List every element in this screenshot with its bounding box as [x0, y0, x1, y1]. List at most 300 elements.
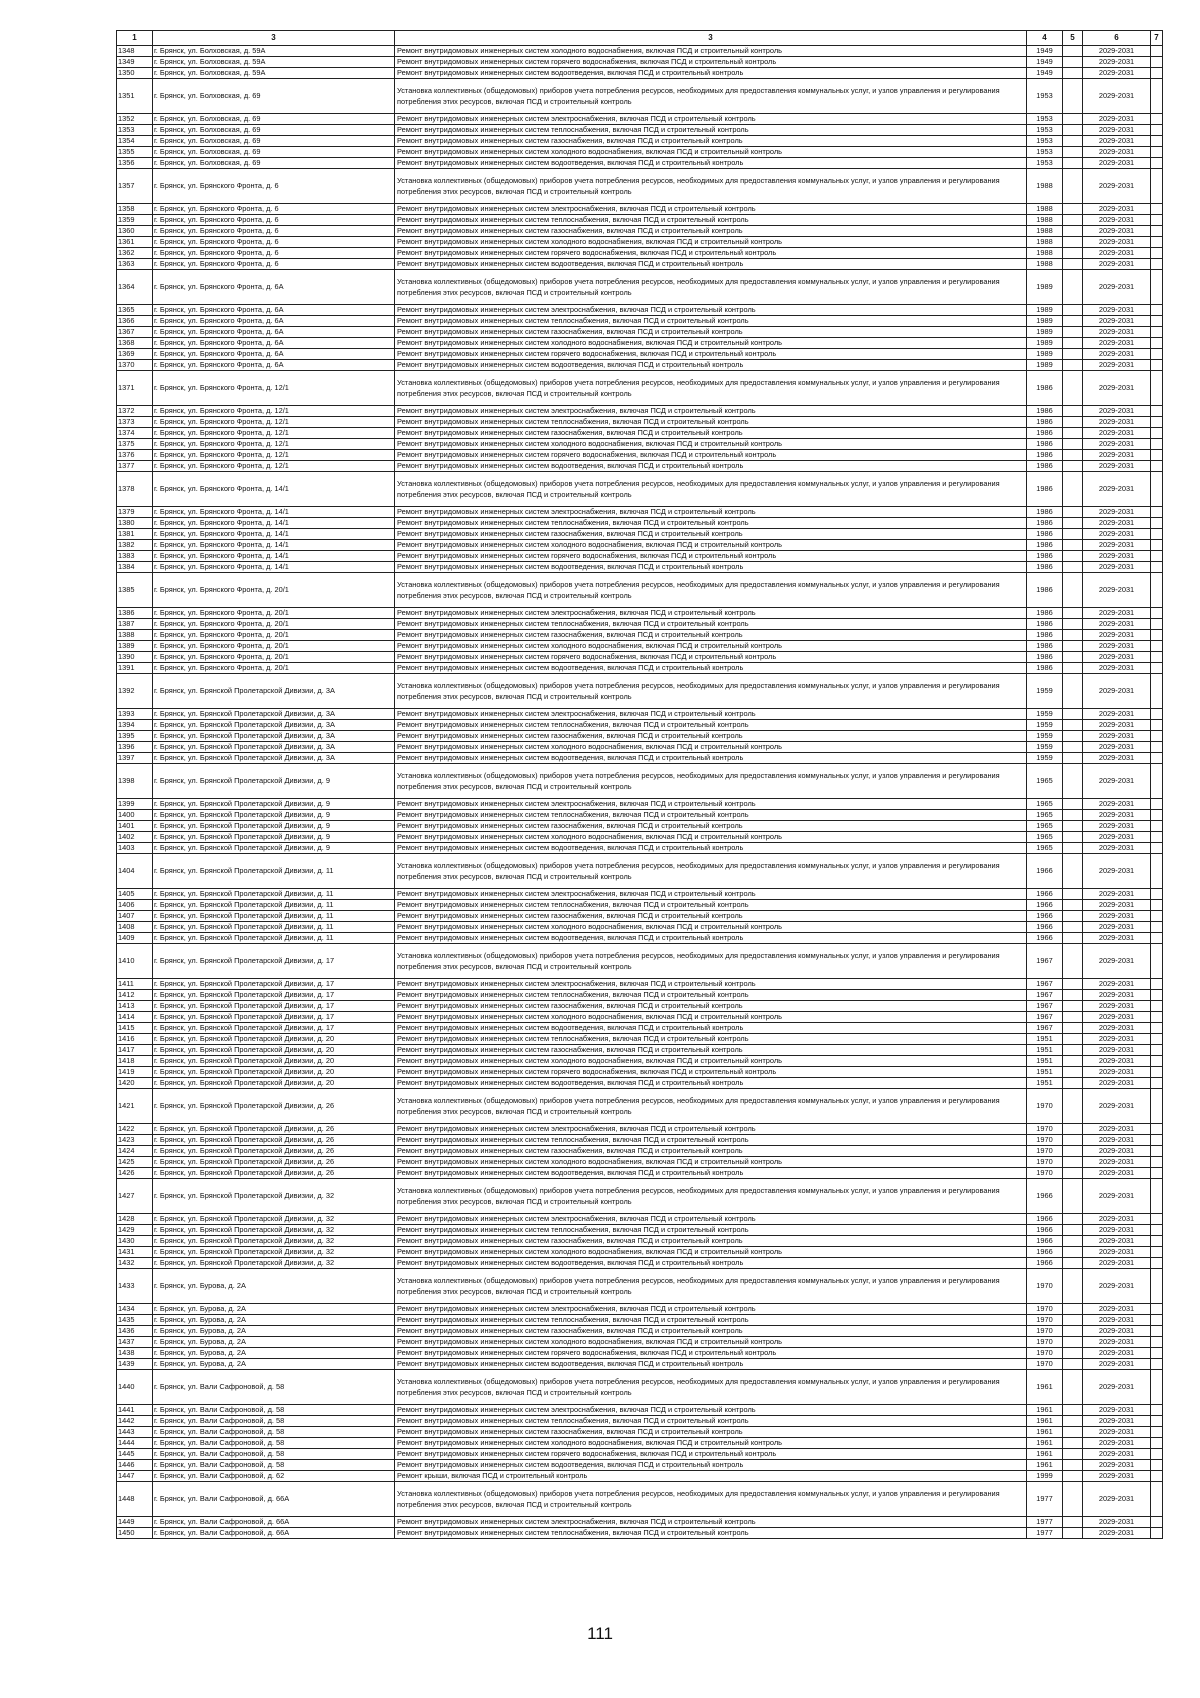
col7-cell	[1151, 990, 1163, 1001]
work-type-cell: Ремонт внутридомовых инженерных систем водоотведения, включая ПСД и строительный контроль	[395, 843, 1027, 854]
row-number: 1379	[117, 507, 153, 518]
col7-cell	[1151, 630, 1163, 641]
work-type-cell: Ремонт внутридомовых инженерных систем газоснабжения, включая ПСД и строительный контроль	[395, 1326, 1027, 1337]
work-type-cell: Ремонт внутридомовых инженерных систем газоснабжения, включая ПСД и строительный контроль	[395, 731, 1027, 742]
year-cell: 1988	[1027, 204, 1063, 215]
row-number: 1359	[117, 215, 153, 226]
row-number: 1374	[117, 428, 153, 439]
year-cell: 1949	[1027, 57, 1063, 68]
year-cell: 1988	[1027, 259, 1063, 270]
table-row	[117, 215, 1163, 226]
col5-cell	[1063, 259, 1083, 270]
year-cell: 1966	[1027, 922, 1063, 933]
work-type-cell: Ремонт внутридомовых инженерных систем газоснабжения, включая ПСД и строительный контроль	[395, 136, 1027, 147]
period-cell: 2029-2031	[1083, 226, 1151, 237]
col5-cell	[1063, 709, 1083, 720]
col7-cell	[1151, 349, 1163, 360]
col5-cell	[1063, 1089, 1083, 1124]
col5-cell	[1063, 900, 1083, 911]
year-cell: 1970	[1027, 1124, 1063, 1135]
row-number: 1377	[117, 461, 153, 472]
col5-cell	[1063, 1179, 1083, 1214]
period-cell: 2029-2031	[1083, 237, 1151, 248]
work-type-cell: Ремонт внутридомовых инженерных систем водоотведения, включая ПСД и строительный контроль	[395, 1168, 1027, 1179]
year-cell: 1986	[1027, 417, 1063, 428]
work-type-cell: Ремонт внутридомовых инженерных систем холодного водоснабжения, включая ПСД и строительный контроль	[395, 540, 1027, 551]
row-number: 1352	[117, 114, 153, 125]
row-number: 1416	[117, 1034, 153, 1045]
row-number: 1387	[117, 619, 153, 630]
period-cell: 2029-2031	[1083, 1056, 1151, 1067]
col7-cell	[1151, 1247, 1163, 1258]
col5-cell	[1063, 720, 1083, 731]
period-cell: 2029-2031	[1083, 1315, 1151, 1326]
period-cell: 2029-2031	[1083, 1225, 1151, 1236]
work-type-cell: Ремонт внутридомовых инженерных систем водоотведения, включая ПСД и строительный контроль	[395, 360, 1027, 371]
year-cell: 1961	[1027, 1427, 1063, 1438]
year-cell: 1989	[1027, 349, 1063, 360]
year-cell: 1986	[1027, 439, 1063, 450]
period-cell: 2029-2031	[1083, 944, 1151, 979]
period-cell: 2029-2031	[1083, 1236, 1151, 1247]
col7-cell	[1151, 1326, 1163, 1337]
col7-cell	[1151, 1135, 1163, 1146]
work-type-cell: Ремонт внутридомовых инженерных систем водоотведения, включая ПСД и строительный контроль	[395, 1078, 1027, 1089]
period-cell: 2029-2031	[1083, 215, 1151, 226]
work-type-cell: Установка коллективных (общедомовых) приборов учета потребления ресурсов, необходимых для предоставления коммунальных услуг, и узлов управления и регулирования потребления этих ресурсов, включая ПСД и строительный контроль	[395, 79, 1027, 114]
address-cell: г. Брянск, ул. Брянского Фронта, д. 20/1	[153, 641, 395, 652]
table-row	[117, 1012, 1163, 1023]
address-cell: г. Брянск, ул. Брянской Пролетарской Дивизии, д. 26	[153, 1135, 395, 1146]
work-type-cell: Ремонт внутридомовых инженерных систем горячего водоснабжения, включая ПСД и строительный контроль	[395, 1348, 1027, 1359]
row-number: 1356	[117, 158, 153, 169]
col5-cell	[1063, 1517, 1083, 1528]
col5-cell	[1063, 1001, 1083, 1012]
table-row	[117, 990, 1163, 1001]
row-number: 1443	[117, 1427, 153, 1438]
col7-cell	[1151, 933, 1163, 944]
address-cell: г. Брянск, ул. Брянского Фронта, д. 6А	[153, 316, 395, 327]
col7-cell	[1151, 1348, 1163, 1359]
table-row	[117, 439, 1163, 450]
address-cell: г. Брянск, ул. Брянской Пролетарской Дивизии, д. 32	[153, 1179, 395, 1214]
work-type-cell: Ремонт внутридомовых инженерных систем теплоснабжения, включая ПСД и строительный контроль	[395, 619, 1027, 630]
col7-cell	[1151, 854, 1163, 889]
work-type-cell: Ремонт внутридомовых инженерных систем теплоснабжения, включая ПСД и строительный контроль	[395, 215, 1027, 226]
col5-cell	[1063, 439, 1083, 450]
year-cell: 1986	[1027, 608, 1063, 619]
period-cell: 2029-2031	[1083, 1124, 1151, 1135]
work-type-cell: Ремонт внутридомовых инженерных систем электроснабжения, включая ПСД и строительный контроль	[395, 608, 1027, 619]
period-cell: 2029-2031	[1083, 753, 1151, 764]
year-cell: 1959	[1027, 753, 1063, 764]
row-number: 1450	[117, 1528, 153, 1539]
table-row	[117, 428, 1163, 439]
row-number: 1429	[117, 1225, 153, 1236]
col7-cell	[1151, 1023, 1163, 1034]
col5-cell	[1063, 1370, 1083, 1405]
address-cell: г. Брянск, ул. Брянской Пролетарской Дивизии, д. 26	[153, 1168, 395, 1179]
work-type-cell: Ремонт внутридомовых инженерных систем электроснабжения, включая ПСД и строительный контроль	[395, 1517, 1027, 1528]
row-number: 1421	[117, 1089, 153, 1124]
row-number: 1402	[117, 832, 153, 843]
table-row	[117, 327, 1163, 338]
year-cell: 1986	[1027, 663, 1063, 674]
col7-cell	[1151, 1179, 1163, 1214]
address-cell: г. Брянск, ул. Брянской Пролетарской Дивизии, д. 26	[153, 1157, 395, 1168]
col5-cell	[1063, 641, 1083, 652]
col5-cell	[1063, 1528, 1083, 1539]
year-cell: 1961	[1027, 1460, 1063, 1471]
period-cell: 2029-2031	[1083, 562, 1151, 573]
work-type-cell: Установка коллективных (общедомовых) приборов учета потребления ресурсов, необходимых для предоставления коммунальных услуг, и узлов управления и регулирования потребления этих ресурсов, включая ПСД и строительный контроль	[395, 573, 1027, 608]
table-row	[117, 237, 1163, 248]
work-type-cell: Ремонт внутридомовых инженерных систем горячего водоснабжения, включая ПСД и строительный контроль	[395, 349, 1027, 360]
year-cell: 1970	[1027, 1315, 1063, 1326]
work-type-cell: Ремонт внутридомовых инженерных систем горячего водоснабжения, включая ПСД и строительный контроль	[395, 248, 1027, 259]
work-type-cell: Ремонт внутридомовых инженерных систем теплоснабжения, включая ПСД и строительный контроль	[395, 518, 1027, 529]
year-cell: 1967	[1027, 944, 1063, 979]
year-cell: 1966	[1027, 1258, 1063, 1269]
col7-cell	[1151, 641, 1163, 652]
address-cell: г. Брянск, ул. Брянской Пролетарской Дивизии, д. 32	[153, 1214, 395, 1225]
year-cell: 1967	[1027, 1023, 1063, 1034]
row-number: 1403	[117, 843, 153, 854]
col5-cell	[1063, 136, 1083, 147]
work-type-cell: Ремонт внутридомовых инженерных систем водоотведения, включая ПСД и строительный контроль	[395, 158, 1027, 169]
period-cell: 2029-2031	[1083, 114, 1151, 125]
year-cell: 1951	[1027, 1067, 1063, 1078]
table-row	[117, 529, 1163, 540]
work-type-cell: Ремонт внутридомовых инженерных систем электроснабжения, включая ПСД и строительный контроль	[395, 709, 1027, 720]
address-cell: г. Брянск, ул. Брянского Фронта, д. 14/1	[153, 529, 395, 540]
table-row	[117, 799, 1163, 810]
table-row	[117, 259, 1163, 270]
address-cell: г. Брянск, ул. Вали Сафроновой, д. 58	[153, 1370, 395, 1405]
period-cell: 2029-2031	[1083, 1337, 1151, 1348]
year-cell: 1966	[1027, 933, 1063, 944]
address-cell: г. Брянск, ул. Вали Сафроновой, д. 62	[153, 1471, 395, 1482]
col-header-year: 4	[1027, 31, 1063, 46]
col7-cell	[1151, 821, 1163, 832]
col7-cell	[1151, 215, 1163, 226]
col7-cell	[1151, 1124, 1163, 1135]
table-row	[117, 1416, 1163, 1427]
col7-cell	[1151, 843, 1163, 854]
col5-cell	[1063, 933, 1083, 944]
table-row	[117, 1168, 1163, 1179]
period-cell: 2029-2031	[1083, 900, 1151, 911]
table-row	[117, 57, 1163, 68]
row-number: 1400	[117, 810, 153, 821]
address-cell: г. Брянск, ул. Брянской Пролетарской Дивизии, д. 20	[153, 1078, 395, 1089]
work-type-cell: Ремонт внутридомовых инженерных систем электроснабжения, включая ПСД и строительный контроль	[395, 979, 1027, 990]
col7-cell	[1151, 327, 1163, 338]
period-cell: 2029-2031	[1083, 158, 1151, 169]
col5-cell	[1063, 608, 1083, 619]
address-cell: г. Брянск, ул. Вали Сафроновой, д. 66А	[153, 1528, 395, 1539]
col5-cell	[1063, 158, 1083, 169]
year-cell: 1953	[1027, 114, 1063, 125]
table-row	[117, 68, 1163, 79]
address-cell: г. Брянск, ул. Болховская, д. 69	[153, 136, 395, 147]
col5-cell	[1063, 1348, 1083, 1359]
address-cell: г. Брянск, ул. Вали Сафроновой, д. 58	[153, 1405, 395, 1416]
row-number: 1441	[117, 1405, 153, 1416]
year-cell: 1977	[1027, 1528, 1063, 1539]
col7-cell	[1151, 709, 1163, 720]
col7-cell	[1151, 450, 1163, 461]
address-cell: г. Брянск, ул. Брянской Пролетарской Дивизии, д. 11	[153, 922, 395, 933]
col7-cell	[1151, 1214, 1163, 1225]
col5-cell	[1063, 1078, 1083, 1089]
col7-cell	[1151, 562, 1163, 573]
period-cell: 2029-2031	[1083, 922, 1151, 933]
table-row	[117, 1304, 1163, 1315]
col5-cell	[1063, 1359, 1083, 1370]
period-cell: 2029-2031	[1083, 1157, 1151, 1168]
year-cell: 1953	[1027, 136, 1063, 147]
work-type-cell: Ремонт внутридомовых инженерных систем холодного водоснабжения, включая ПСД и строительный контроль	[395, 832, 1027, 843]
col7-cell	[1151, 1416, 1163, 1427]
work-type-cell: Ремонт внутридомовых инженерных систем холодного водоснабжения, включая ПСД и строительный контроль	[395, 1012, 1027, 1023]
table-row	[117, 1023, 1163, 1034]
year-cell: 1966	[1027, 1214, 1063, 1225]
col7-cell	[1151, 1078, 1163, 1089]
table-row	[117, 204, 1163, 215]
address-cell: г. Брянск, ул. Болховская, д. 59А	[153, 46, 395, 57]
table-row	[117, 1315, 1163, 1326]
year-cell: 1970	[1027, 1304, 1063, 1315]
col7-cell	[1151, 573, 1163, 608]
period-cell: 2029-2031	[1083, 327, 1151, 338]
work-type-cell: Установка коллективных (общедомовых) приборов учета потребления ресурсов, необходимых для предоставления коммунальных услуг, и узлов управления и регулирования потребления этих ресурсов, включая ПСД и строительный контроль	[395, 1089, 1027, 1124]
table-row	[117, 316, 1163, 327]
col7-cell	[1151, 79, 1163, 114]
period-cell: 2029-2031	[1083, 630, 1151, 641]
col7-cell	[1151, 305, 1163, 316]
address-cell: г. Брянск, ул. Бурова, д. 2А	[153, 1304, 395, 1315]
col7-cell	[1151, 652, 1163, 663]
table-row	[117, 731, 1163, 742]
table-row	[117, 900, 1163, 911]
row-number: 1373	[117, 417, 153, 428]
period-cell: 2029-2031	[1083, 1023, 1151, 1034]
row-number: 1367	[117, 327, 153, 338]
col7-cell	[1151, 731, 1163, 742]
col7-cell	[1151, 406, 1163, 417]
address-cell: г. Брянск, ул. Болховская, д. 69	[153, 147, 395, 158]
row-number: 1348	[117, 46, 153, 57]
col5-cell	[1063, 1460, 1083, 1471]
col7-cell	[1151, 674, 1163, 709]
address-cell: г. Брянск, ул. Брянского Фронта, д. 12/1	[153, 450, 395, 461]
address-cell: г. Брянск, ул. Вали Сафроновой, д. 58	[153, 1460, 395, 1471]
col5-cell	[1063, 1168, 1083, 1179]
col7-cell	[1151, 529, 1163, 540]
col5-cell	[1063, 979, 1083, 990]
period-cell: 2029-2031	[1083, 507, 1151, 518]
row-number: 1382	[117, 540, 153, 551]
year-cell: 1989	[1027, 305, 1063, 316]
col7-cell	[1151, 922, 1163, 933]
period-cell: 2029-2031	[1083, 125, 1151, 136]
address-cell: г. Брянск, ул. Брянской Пролетарской Дивизии, д. 17	[153, 1001, 395, 1012]
work-type-cell: Ремонт внутридомовых инженерных систем теплоснабжения, включая ПСД и строительный контроль	[395, 990, 1027, 1001]
period-cell: 2029-2031	[1083, 1528, 1151, 1539]
row-number: 1369	[117, 349, 153, 360]
year-cell: 1986	[1027, 619, 1063, 630]
year-cell: 1951	[1027, 1056, 1063, 1067]
year-cell: 1986	[1027, 406, 1063, 417]
period-cell: 2029-2031	[1083, 1146, 1151, 1157]
work-type-cell: Ремонт внутридомовых инженерных систем электроснабжения, включая ПСД и строительный контроль	[395, 799, 1027, 810]
period-cell: 2029-2031	[1083, 360, 1151, 371]
address-cell: г. Брянск, ул. Брянского Фронта, д. 20/1	[153, 663, 395, 674]
table-row	[117, 1124, 1163, 1135]
row-number: 1376	[117, 450, 153, 461]
row-number: 1428	[117, 1214, 153, 1225]
col5-cell	[1063, 1146, 1083, 1157]
address-cell: г. Брянск, ул. Болховская, д. 69	[153, 158, 395, 169]
row-number: 1354	[117, 136, 153, 147]
period-cell: 2029-2031	[1083, 1326, 1151, 1337]
period-cell: 2029-2031	[1083, 316, 1151, 327]
table-row	[117, 922, 1163, 933]
period-cell: 2029-2031	[1083, 169, 1151, 204]
year-cell: 1970	[1027, 1157, 1063, 1168]
table-row	[117, 114, 1163, 125]
year-cell: 1986	[1027, 518, 1063, 529]
table-row	[117, 1405, 1163, 1416]
work-type-cell: Ремонт внутридомовых инженерных систем водоотведения, включая ПСД и строительный контроль	[395, 1023, 1027, 1034]
col5-cell	[1063, 349, 1083, 360]
row-number: 1404	[117, 854, 153, 889]
year-cell: 1970	[1027, 1089, 1063, 1124]
table-row	[117, 1089, 1163, 1124]
period-cell: 2029-2031	[1083, 461, 1151, 472]
period-cell: 2029-2031	[1083, 1438, 1151, 1449]
col7-cell	[1151, 1045, 1163, 1056]
address-cell: г. Брянск, ул. Брянской Пролетарской Дивизии, д. 17	[153, 944, 395, 979]
year-cell: 1965	[1027, 843, 1063, 854]
period-cell: 2029-2031	[1083, 1471, 1151, 1482]
table-row	[117, 248, 1163, 259]
year-cell: 1989	[1027, 338, 1063, 349]
work-type-cell: Ремонт внутридомовых инженерных систем газоснабжения, включая ПСД и строительный контроль	[395, 911, 1027, 922]
col7-cell	[1151, 1405, 1163, 1416]
year-cell: 1988	[1027, 237, 1063, 248]
year-cell: 1965	[1027, 799, 1063, 810]
work-type-cell: Ремонт внутридомовых инженерных систем газоснабжения, включая ПСД и строительный контроль	[395, 1045, 1027, 1056]
period-cell: 2029-2031	[1083, 1517, 1151, 1528]
col7-cell	[1151, 1269, 1163, 1304]
year-cell: 1966	[1027, 889, 1063, 900]
work-type-cell: Ремонт внутридомовых инженерных систем электроснабжения, включая ПСД и строительный контроль	[395, 1304, 1027, 1315]
col7-cell	[1151, 417, 1163, 428]
work-type-cell: Ремонт внутридомовых инженерных систем холодного водоснабжения, включая ПСД и строительный контроль	[395, 147, 1027, 158]
work-type-cell: Ремонт внутридомовых инженерных систем теплоснабжения, включая ПСД и строительный контроль	[395, 1225, 1027, 1236]
col5-cell	[1063, 1304, 1083, 1315]
period-cell: 2029-2031	[1083, 709, 1151, 720]
col7-cell	[1151, 1012, 1163, 1023]
period-cell: 2029-2031	[1083, 259, 1151, 270]
year-cell: 1959	[1027, 731, 1063, 742]
row-number: 1368	[117, 338, 153, 349]
col7-cell	[1151, 619, 1163, 630]
period-cell: 2029-2031	[1083, 1179, 1151, 1214]
address-cell: г. Брянск, ул. Брянской Пролетарской Дивизии, д. 9	[153, 843, 395, 854]
col7-cell	[1151, 360, 1163, 371]
year-cell: 1989	[1027, 327, 1063, 338]
work-type-cell: Установка коллективных (общедомовых) приборов учета потребления ресурсов, необходимых для предоставления коммунальных услуг, и узлов управления и регулирования потребления этих ресурсов, включая ПСД и строительный контроль	[395, 472, 1027, 507]
row-number: 1430	[117, 1236, 153, 1247]
table-row	[117, 1438, 1163, 1449]
address-cell: г. Брянск, ул. Брянской Пролетарской Дивизии, д. 9	[153, 799, 395, 810]
table-row	[117, 1146, 1163, 1157]
col-header-5: 5	[1063, 31, 1083, 46]
table-row	[117, 551, 1163, 562]
work-type-cell: Установка коллективных (общедомовых) приборов учета потребления ресурсов, необходимых для предоставления коммунальных услуг, и узлов управления и регулирования потребления этих ресурсов, включая ПСД и строительный контроль	[395, 764, 1027, 799]
year-cell: 1959	[1027, 720, 1063, 731]
year-cell: 1986	[1027, 472, 1063, 507]
table-row	[117, 854, 1163, 889]
address-cell: г. Брянск, ул. Брянского Фронта, д. 20/1	[153, 573, 395, 608]
table-row	[117, 810, 1163, 821]
address-cell: г. Брянск, ул. Болховская, д. 59А	[153, 68, 395, 79]
work-type-cell: Ремонт внутридомовых инженерных систем электроснабжения, включая ПСД и строительный контроль	[395, 1124, 1027, 1135]
year-cell: 1961	[1027, 1370, 1063, 1405]
period-cell: 2029-2031	[1083, 832, 1151, 843]
col7-cell	[1151, 1517, 1163, 1528]
work-type-cell: Ремонт внутридомовых инженерных систем теплоснабжения, включая ПСД и строительный контроль	[395, 900, 1027, 911]
col7-cell	[1151, 472, 1163, 507]
address-cell: г. Брянск, ул. Брянского Фронта, д. 6А	[153, 338, 395, 349]
col5-cell	[1063, 630, 1083, 641]
col5-cell	[1063, 1471, 1083, 1482]
address-cell: г. Брянск, ул. Брянского Фронта, д. 14/1	[153, 551, 395, 562]
table-row	[117, 169, 1163, 204]
work-type-cell: Ремонт внутридомовых инженерных систем теплоснабжения, включая ПСД и строительный контроль	[395, 1034, 1027, 1045]
table-row	[117, 720, 1163, 731]
table-row	[117, 641, 1163, 652]
address-cell: г. Брянск, ул. Бурова, д. 2А	[153, 1315, 395, 1326]
period-cell: 2029-2031	[1083, 810, 1151, 821]
work-type-cell: Ремонт внутридомовых инженерных систем электроснабжения, включая ПСД и строительный контроль	[395, 305, 1027, 316]
address-cell: г. Брянск, ул. Болховская, д. 59А	[153, 57, 395, 68]
table-row	[117, 507, 1163, 518]
table-row	[117, 1056, 1163, 1067]
row-number: 1370	[117, 360, 153, 371]
period-cell: 2029-2031	[1083, 742, 1151, 753]
address-cell: г. Брянск, ул. Бурова, д. 2А	[153, 1326, 395, 1337]
table-row	[117, 147, 1163, 158]
row-number: 1433	[117, 1269, 153, 1304]
col5-cell	[1063, 1482, 1083, 1517]
address-cell: г. Брянск, ул. Брянского Фронта, д. 12/1	[153, 461, 395, 472]
table-row	[117, 1001, 1163, 1012]
address-cell: г. Брянск, ул. Вали Сафроновой, д. 66А	[153, 1482, 395, 1517]
row-number: 1417	[117, 1045, 153, 1056]
col5-cell	[1063, 472, 1083, 507]
col7-cell	[1151, 1236, 1163, 1247]
period-cell: 2029-2031	[1083, 472, 1151, 507]
col7-cell	[1151, 753, 1163, 764]
col5-cell	[1063, 843, 1083, 854]
row-number: 1364	[117, 270, 153, 305]
period-cell: 2029-2031	[1083, 57, 1151, 68]
year-cell: 1970	[1027, 1135, 1063, 1146]
